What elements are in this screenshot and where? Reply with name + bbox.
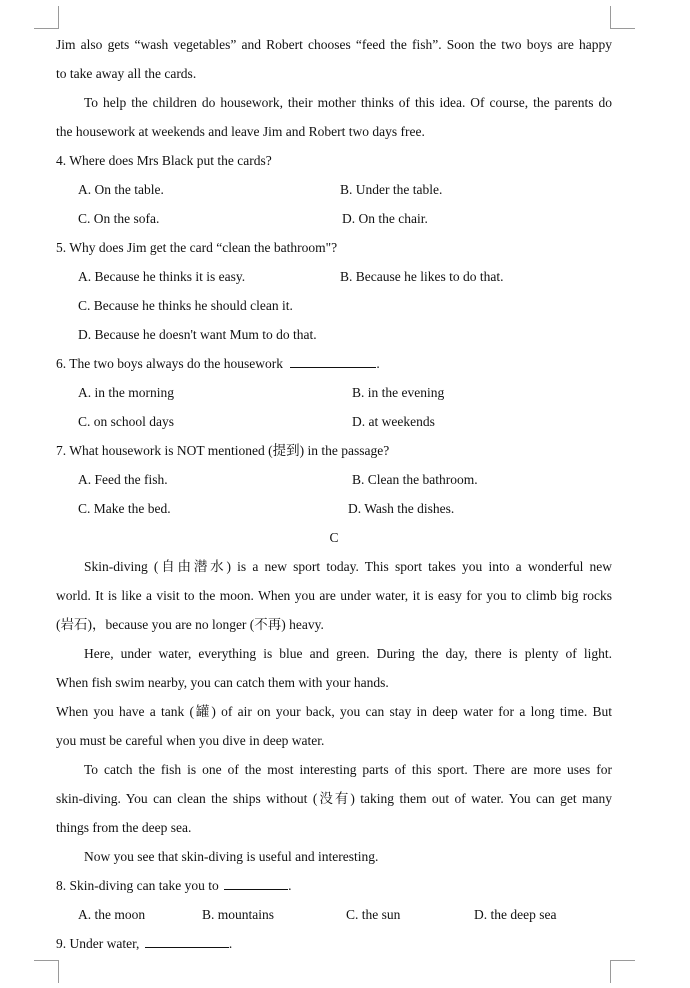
option-a[interactable]: A. Because he thinks it is easy.: [78, 269, 246, 284]
crop-mark-top-right: [610, 6, 635, 29]
question-7-options-row-1: [56, 465, 612, 494]
question-4-options-row-2: [56, 204, 612, 233]
passage-line: skin-diving. You can clean the ships without (没有) taking them out of water. You can get many: [56, 791, 612, 806]
option-b[interactable]: B. Because he likes to do that.: [340, 269, 504, 284]
option-b[interactable]: B. in the evening: [352, 385, 445, 400]
option-a[interactable]: A. in the morning: [78, 385, 174, 400]
option-d[interactable]: D. the deep sea: [474, 907, 557, 922]
question-6-stem: [56, 349, 612, 378]
passage-line: (岩石)，because you are no longer (不再) heavy.: [56, 617, 324, 632]
question-8-options-row: [56, 900, 612, 929]
option-c[interactable]: C. on school days: [78, 414, 174, 429]
passage-line: To help the children do housework, their mother thinks of this idea. Of course, the parents do: [84, 95, 612, 110]
crop-mark-top-left: [34, 6, 59, 29]
question-6-end: .: [376, 356, 380, 371]
option-d[interactable]: D. On the chair.: [342, 211, 428, 226]
question-8-text: 8. Skin-diving can take you to: [56, 878, 219, 893]
passage-line: To catch the fish is one of the most interesting parts of this sport. There are more uses for: [84, 762, 612, 777]
passage-line: When you have a tank (罐) of air on your back, you can stay in deep water for a long time. But: [56, 704, 612, 719]
answer-blank[interactable]: [145, 929, 229, 948]
option-b[interactable]: B. Clean the bathroom.: [352, 472, 478, 487]
option-a[interactable]: A. On the table.: [78, 182, 164, 197]
option-c[interactable]: C. Make the bed.: [78, 501, 171, 516]
question-9-stem: [56, 929, 612, 958]
option-c[interactable]: C. the sun: [346, 907, 401, 922]
crop-mark-bottom-right: [610, 960, 635, 983]
passage-line: things from the deep sea.: [56, 820, 192, 835]
passage-line: Jim also gets “wash vegetables” and Robert chooses “feed the fish”. Soon the two boys are happy: [56, 37, 612, 52]
question-7-stem: 7. What housework is NOT mentioned (提到) in the passage?: [56, 443, 390, 458]
option-c[interactable]: C. Because he thinks he should clean it.: [78, 298, 293, 313]
question-9-text: 9. Under water,: [56, 936, 140, 951]
option-d[interactable]: D. at weekends: [352, 414, 435, 429]
answer-blank[interactable]: [290, 349, 376, 368]
passage-line: world. It is like a visit to the moon. When you are under water, it is easy for you to climb big rocks: [56, 588, 612, 603]
option-a[interactable]: A. Feed the fish.: [78, 472, 168, 487]
passage-line: Here, under water, everything is blue and green. During the day, there is plenty of light.: [84, 646, 612, 661]
option-c[interactable]: C. On the sofa.: [78, 211, 160, 226]
crop-mark-bottom-left: [34, 960, 59, 983]
passage-line: Skin-diving (自由潜水) is a new sport today. This sport takes you into a wonderful new: [84, 559, 612, 574]
question-5-stem: 5. Why does Jim get the card “clean the bathroom"?: [56, 240, 338, 255]
question-5-options-row-1: [56, 262, 612, 291]
question-4-options-row-1: [56, 175, 612, 204]
question-6-options-row-1: [56, 378, 612, 407]
question-4-stem: 4. Where does Mrs Black put the cards?: [56, 153, 272, 168]
passage-line: to take away all the cards.: [56, 66, 197, 81]
passage-line: you must be careful when you dive in deep water.: [56, 733, 325, 748]
option-b[interactable]: B. mountains: [202, 907, 275, 922]
answer-blank[interactable]: [224, 871, 288, 890]
question-6-options-row-2: [56, 407, 612, 436]
question-8-stem: [56, 871, 612, 900]
passage-line: Now you see that skin-diving is useful and interesting.: [84, 849, 379, 864]
document-page: [56, 30, 612, 958]
question-7-options-row-2: [56, 494, 612, 523]
option-a[interactable]: A. the moon: [78, 907, 146, 922]
option-d[interactable]: D. Wash the dishes.: [348, 501, 455, 516]
question-9-end: .: [228, 936, 233, 951]
option-d[interactable]: D. Because he doesn't want Mum to do that.: [78, 327, 317, 342]
option-b[interactable]: B. Under the table.: [340, 182, 443, 197]
passage-line: When fish swim nearby, you can catch them with your hands.: [56, 675, 389, 690]
question-6-text: 6. The two boys always do the housework: [56, 356, 283, 371]
question-8-end: .: [288, 878, 292, 893]
passage-line: the housework at weekends and leave Jim and Robert two days free.: [56, 124, 425, 139]
section-heading: C: [329, 530, 339, 545]
